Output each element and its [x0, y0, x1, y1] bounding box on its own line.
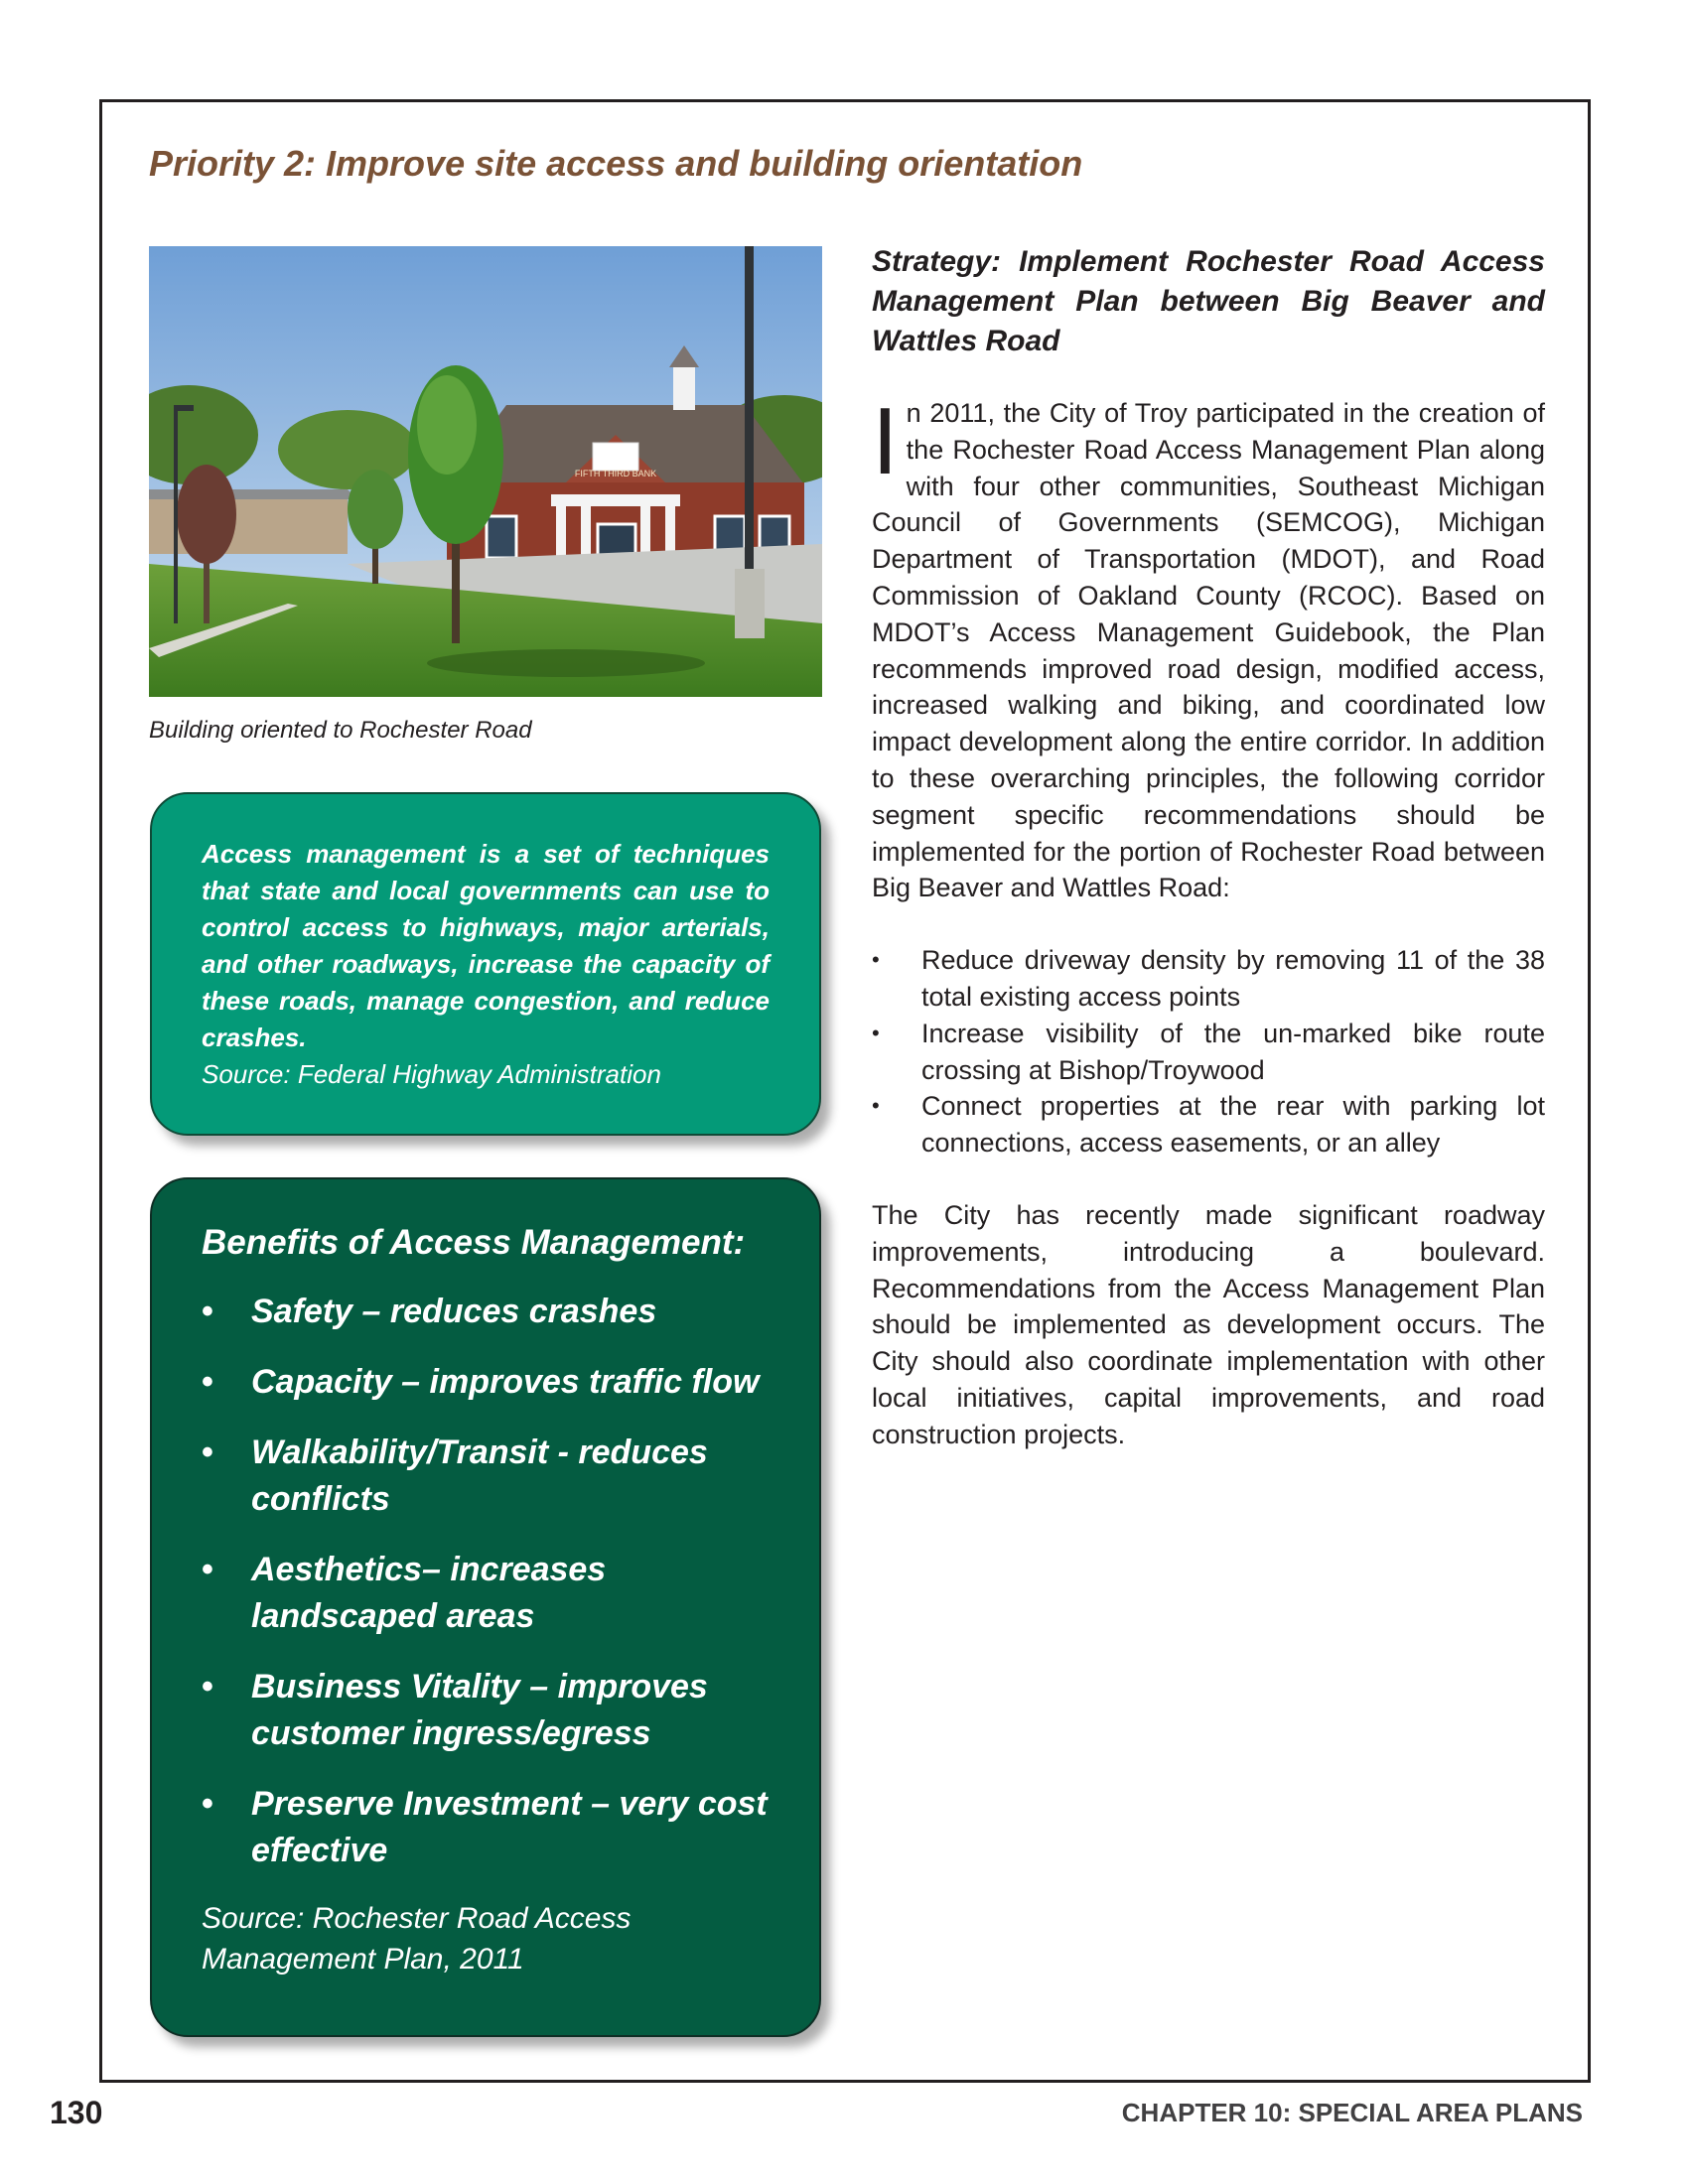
- bullet-icon: •: [202, 1785, 213, 1823]
- definition-source: Source: Federal Highway Administration: [202, 1059, 661, 1089]
- bullet-icon: •: [202, 1668, 213, 1706]
- benefit-item: [202, 1547, 770, 1640]
- benefits-box: [150, 1177, 821, 2037]
- intro-text: n 2011, the City of Troy participated in the creation of the Rochester Road Access Management Plan along with four other communities, Southeast Michigan Council of Governments (SEMCOG), Michigan Department of Transportation (MDOT), and Road Commission of Oakland County (RCOC). Based on MDOT’s Access Management Guidebook, the Plan recommends improved road design, modified access, increased walking and biking, and coordinated low impact development along the entire corridor. In addition to these overarching principles, the following corridor segment specific recommendations should be implemented for the portion of Rochester Road between Big Beaver and Wattles Road:: [872, 398, 1545, 903]
- recommendation-list: [872, 942, 1545, 1161]
- benefit-text: Business Vitality – improves customer ingress/egress: [251, 1668, 708, 1752]
- benefit-text: Safety – reduces crashes: [251, 1293, 657, 1330]
- priority-heading: Priority 2: Improve site access and building orientation: [149, 143, 1083, 184]
- benefits-list: [202, 1289, 770, 1874]
- bullet-icon: •: [202, 1293, 213, 1330]
- benefit-text: Aesthetics– increases landscaped areas: [251, 1551, 607, 1635]
- benefit-item: [202, 1359, 770, 1406]
- closing-paragraph: The City has recently made significant roadway improvements, introducing a boulevard. Recommendations from the Access Management Plan should be implemented as development occurs. The City should also coordinate implementation with other local initiatives, capital improvements, and road construction projects.: [872, 1199, 1545, 1449]
- strategy-heading: Strategy: Implement Rochester Road Access Management Plan between Big Beaver and Wattles Road: [872, 245, 1545, 357]
- bullet-icon: •: [202, 1363, 213, 1401]
- bank-sign-text: FIFTH THIRD BANK: [574, 469, 657, 478]
- access-management-definition-box: [150, 792, 821, 1136]
- benefit-text: Capacity – improves traffic flow: [251, 1363, 760, 1401]
- benefit-text: Preserve Investment – very cost effective: [251, 1785, 768, 1869]
- definition-text: Access management is a set of techniques that state and local governments can use to control access to highways, major arterials, and other roadways, increase the capacity of these roads, manage congestion, and reduce crashes.: [202, 839, 770, 1052]
- page-number: 130: [50, 2095, 103, 2130]
- bullet-icon: •: [872, 947, 880, 973]
- bullet-icon: •: [202, 1433, 213, 1471]
- strategy-column: [872, 242, 1545, 1453]
- recommendation-item: [872, 1016, 1545, 1089]
- bullet-icon: •: [202, 1551, 213, 1588]
- bullet-icon: •: [872, 1093, 880, 1119]
- drop-cap: I: [872, 388, 899, 494]
- bullet-icon: •: [872, 1020, 880, 1045]
- benefits-title: Benefits of Access Management:: [202, 1223, 746, 1262]
- benefit-text: Walkability/Transit - reduces conflicts: [251, 1433, 708, 1518]
- building-photo: [149, 246, 822, 697]
- intro-paragraph: [872, 388, 1545, 906]
- photo-caption: Building oriented to Rochester Road: [149, 717, 532, 744]
- benefits-source: Source: Rochester Road Access Management Plan, 2011: [202, 1902, 632, 1976]
- recommendation-item: [872, 1088, 1545, 1161]
- benefit-item: [202, 1664, 770, 1757]
- chapter-label: CHAPTER 10: SPECIAL AREA PLANS: [1121, 2098, 1583, 2127]
- recommendation-item: [872, 942, 1545, 1016]
- benefit-item: [202, 1781, 770, 1874]
- recommendation-text: Reduce driveway density by removing 11 of the 38 total existing access points: [921, 945, 1545, 1012]
- benefit-item: [202, 1289, 770, 1335]
- benefit-item: [202, 1430, 770, 1523]
- recommendation-text: Increase visibility of the un-marked bike route crossing at Bishop/Troywood: [921, 1018, 1545, 1085]
- recommendation-text: Connect properties at the rear with parking lot connections, access easements, or an alley: [921, 1091, 1545, 1159]
